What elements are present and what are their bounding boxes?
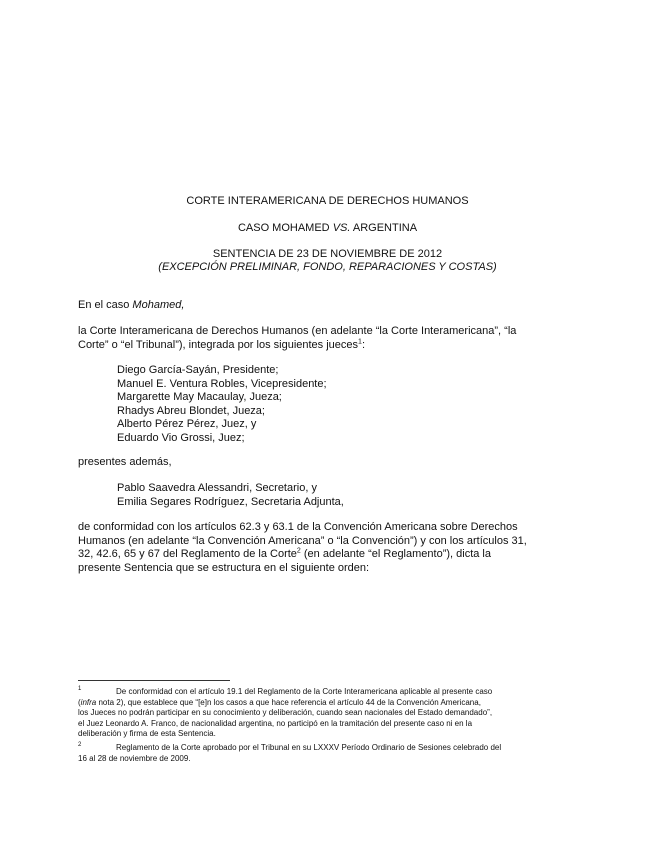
- footnote-number: 1: [78, 686, 82, 692]
- judges-list: [117, 364, 517, 445]
- footnote-line: 16 al 28 de noviembre de 2009.: [78, 753, 191, 763]
- case-vs: VS.: [332, 222, 351, 234]
- court-title: [0, 195, 655, 208]
- secretary-item: Pablo Saavedra Alessandri, Secretario, y: [117, 482, 317, 494]
- footnote-line: Reglamento de la Corte aprobado por el Tribunal en su LXXXV Período Ordinario de Sesiones celebrado del: [116, 743, 502, 752]
- judge-item: Diego García-Sayán, Presidente;: [117, 364, 279, 376]
- court-paragraph-text: Corte” o “el Tribunal”), integrada por los siguientes jueces: [78, 338, 359, 351]
- conformity-line: Humanos (en adelante “la Convención Americana” o “la Convención”) y con los artículos 31,: [78, 534, 527, 547]
- footnote-line: los Jueces no podrán participar en su conocimiento y deliberación, cuando sean nacionales del Estado demandado”,: [78, 708, 493, 717]
- judge-item: Rhadys Abreu Blondet, Jueza;: [117, 404, 265, 417]
- case-title: [0, 222, 655, 235]
- conformity-text: 32, 42.6, 65 y 67 del Reglamento de la Corte: [78, 548, 297, 560]
- footnote-ref-1[interactable]: 1: [358, 337, 362, 345]
- conformity-text: (en adelante “el Reglamento”), dicta la: [300, 548, 491, 560]
- footnote-line: [78, 698, 578, 709]
- court-paragraph-colon: :: [361, 338, 365, 351]
- footnote-separator: [78, 680, 230, 681]
- conformity-paragraph: [78, 521, 578, 575]
- conformity-line: de conformidad con los artículos 62.3 y 63.1 de la Convención Americana sobre Derechos: [78, 521, 518, 533]
- intro-prefix: En el caso: [78, 299, 133, 311]
- footnote-italic: infra: [80, 697, 97, 707]
- court-paragraph-line: [78, 339, 578, 353]
- footnote-line: De conformidad con el artículo 19.1 del Reglamento de la Corte Interamericana aplicable al presente caso: [116, 687, 493, 696]
- conformity-line: [78, 548, 578, 562]
- judgment-date: [0, 248, 655, 261]
- judgment-type: [0, 261, 655, 274]
- judge-item: Manuel E. Ventura Robles, Vicepresidente;: [117, 377, 327, 390]
- court-paragraph: [78, 325, 578, 352]
- judge-item: Eduardo Vio Grossi, Juez;: [117, 431, 245, 444]
- present-text: presentes además,: [78, 456, 172, 468]
- footnote-text: nota 2), que establece que “[e]n los casos a que hace referencia el artículo 44 de la Convención Americana,: [96, 697, 481, 707]
- footnote-line: el Juez Leonardo A. Franco, de nacionalidad argentina, no participó en la tramitación del presente caso ni en la: [78, 718, 473, 728]
- case-suffix: ARGENTINA: [350, 222, 418, 234]
- present-paragraph: [78, 456, 578, 470]
- footnote-ref-2[interactable]: 2: [296, 547, 301, 555]
- judgment-type-text: (EXCEPCIÓN PRELIMINAR, FONDO, REPARACIONES Y COSTAS): [158, 261, 497, 273]
- secretary-item: Emilia Segares Rodríguez, Secretaria Adjunta,: [117, 495, 344, 508]
- judgment-date-text: SENTENCIA DE 23 DE NOVIEMBRE DE 2012: [212, 248, 443, 260]
- case-prefix: CASO MOHAMED: [237, 222, 333, 234]
- court-paragraph-line: la Corte Interamericana de Derechos Humanos (en adelante “la Corte Interamericana”, “la: [78, 325, 517, 337]
- intro-case: Mohamed,: [132, 299, 185, 311]
- judge-item: Alberto Pérez Pérez, Juez, y: [117, 418, 257, 430]
- conformity-line: presente Sentencia que se estructura en el siguiente orden:: [78, 561, 370, 574]
- court-name: CORTE INTERAMERICANA DE DERECHOS HUMANOS: [186, 195, 469, 207]
- footnote-2: [78, 743, 578, 764]
- footnote-number: 2: [78, 742, 82, 748]
- judge-item: Margarette May Macaulay, Jueza;: [117, 391, 282, 403]
- intro-paragraph: [78, 299, 578, 313]
- footnote-text: (: [78, 697, 81, 707]
- footnote-1: [78, 687, 578, 740]
- secretaries-list: [117, 482, 517, 509]
- footnote-line: deliberación y firma de esta Sentencia.: [78, 729, 216, 738]
